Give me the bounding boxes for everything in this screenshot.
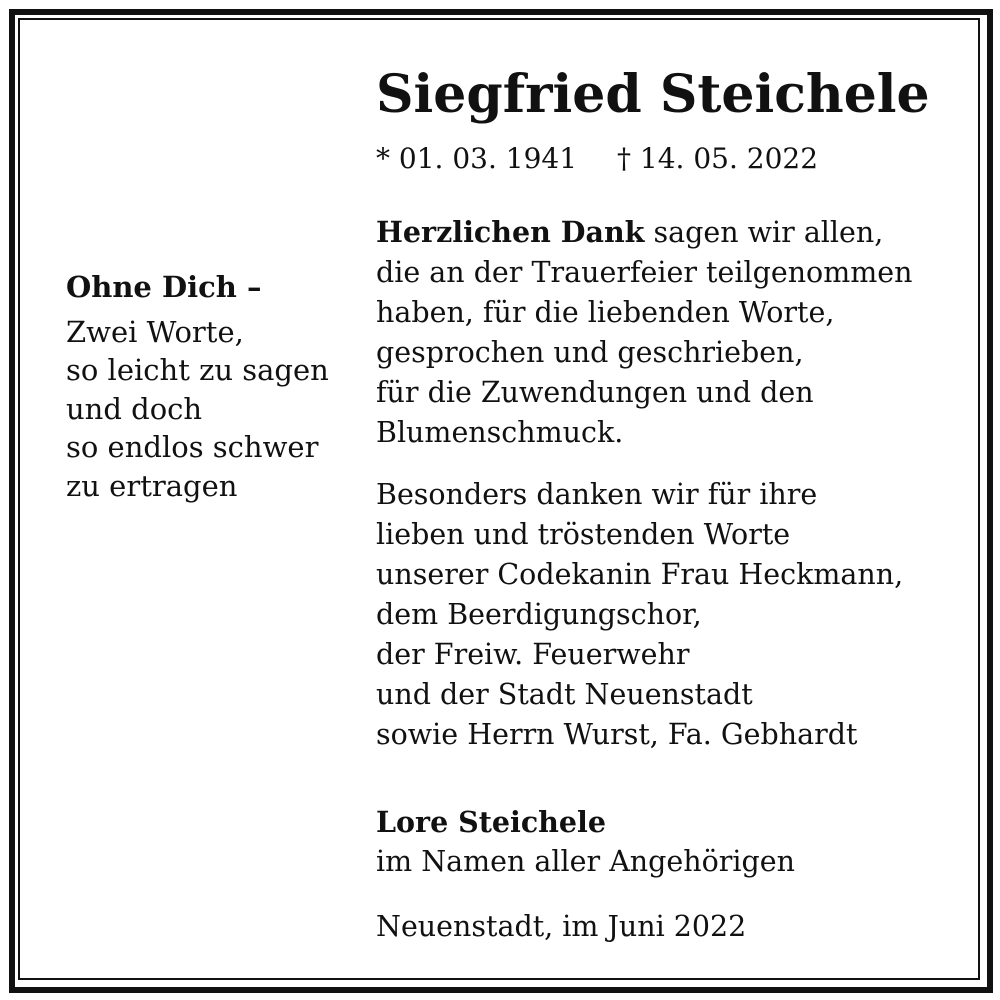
thanks-paragraph [376, 212, 976, 453]
thanks-lead-rest: sagen wir allen, [644, 216, 884, 249]
life-dates [376, 140, 976, 178]
thanks-line: die an der Trauerfeier teilgenommen [376, 256, 913, 289]
birth-date: * 01. 03. 1941 [376, 142, 578, 175]
signer-name: Lore Steichele [376, 805, 606, 839]
special-thanks-paragraph [376, 475, 976, 755]
thanks-line: Blumenschmuck. [376, 416, 624, 449]
poem-line: Zwei Worte, [66, 314, 244, 349]
death-date: † 14. 05. 2022 [617, 142, 819, 175]
poem-heading: Ohne Dich – [66, 270, 262, 304]
place-date: Neuenstadt, im Juni 2022 [376, 910, 747, 943]
special-thanks-line: sowie Herrn Wurst, Fa. Gebhardt [376, 718, 858, 751]
special-thanks-line: Besonders danken wir für ihre [376, 478, 818, 511]
special-thanks-line: der Freiw. Feuerwehr [376, 638, 690, 671]
poem [66, 268, 356, 505]
special-thanks-line: und der Stadt Neuenstadt [376, 678, 753, 711]
poem-line: und doch [66, 391, 203, 426]
poem-line: so leicht zu sagen [66, 353, 329, 387]
thanks-line: gesprochen und geschrieben, [376, 336, 804, 369]
special-thanks-line: dem Beerdigungschor, [376, 598, 702, 631]
thanks-lead-bold: Herzlichen Dank [376, 215, 645, 249]
signer-note: im Namen aller Angehörigen [376, 845, 795, 878]
thanks-line: haben, für die liebenden Worte, [376, 296, 835, 329]
thanks-lead-line [376, 212, 976, 253]
signer-block [376, 802, 976, 882]
thanks-line: für die Zuwendungen und den [376, 376, 814, 409]
deceased-name: Siegfried Steichele [376, 64, 930, 125]
poem-line: zu ertragen [66, 468, 238, 503]
special-thanks-line: unserer Codekanin Frau Heckmann, [376, 558, 904, 591]
special-thanks-line: lieben und tröstenden Worte [376, 518, 791, 551]
poem-line: so endlos schwer [66, 430, 319, 464]
